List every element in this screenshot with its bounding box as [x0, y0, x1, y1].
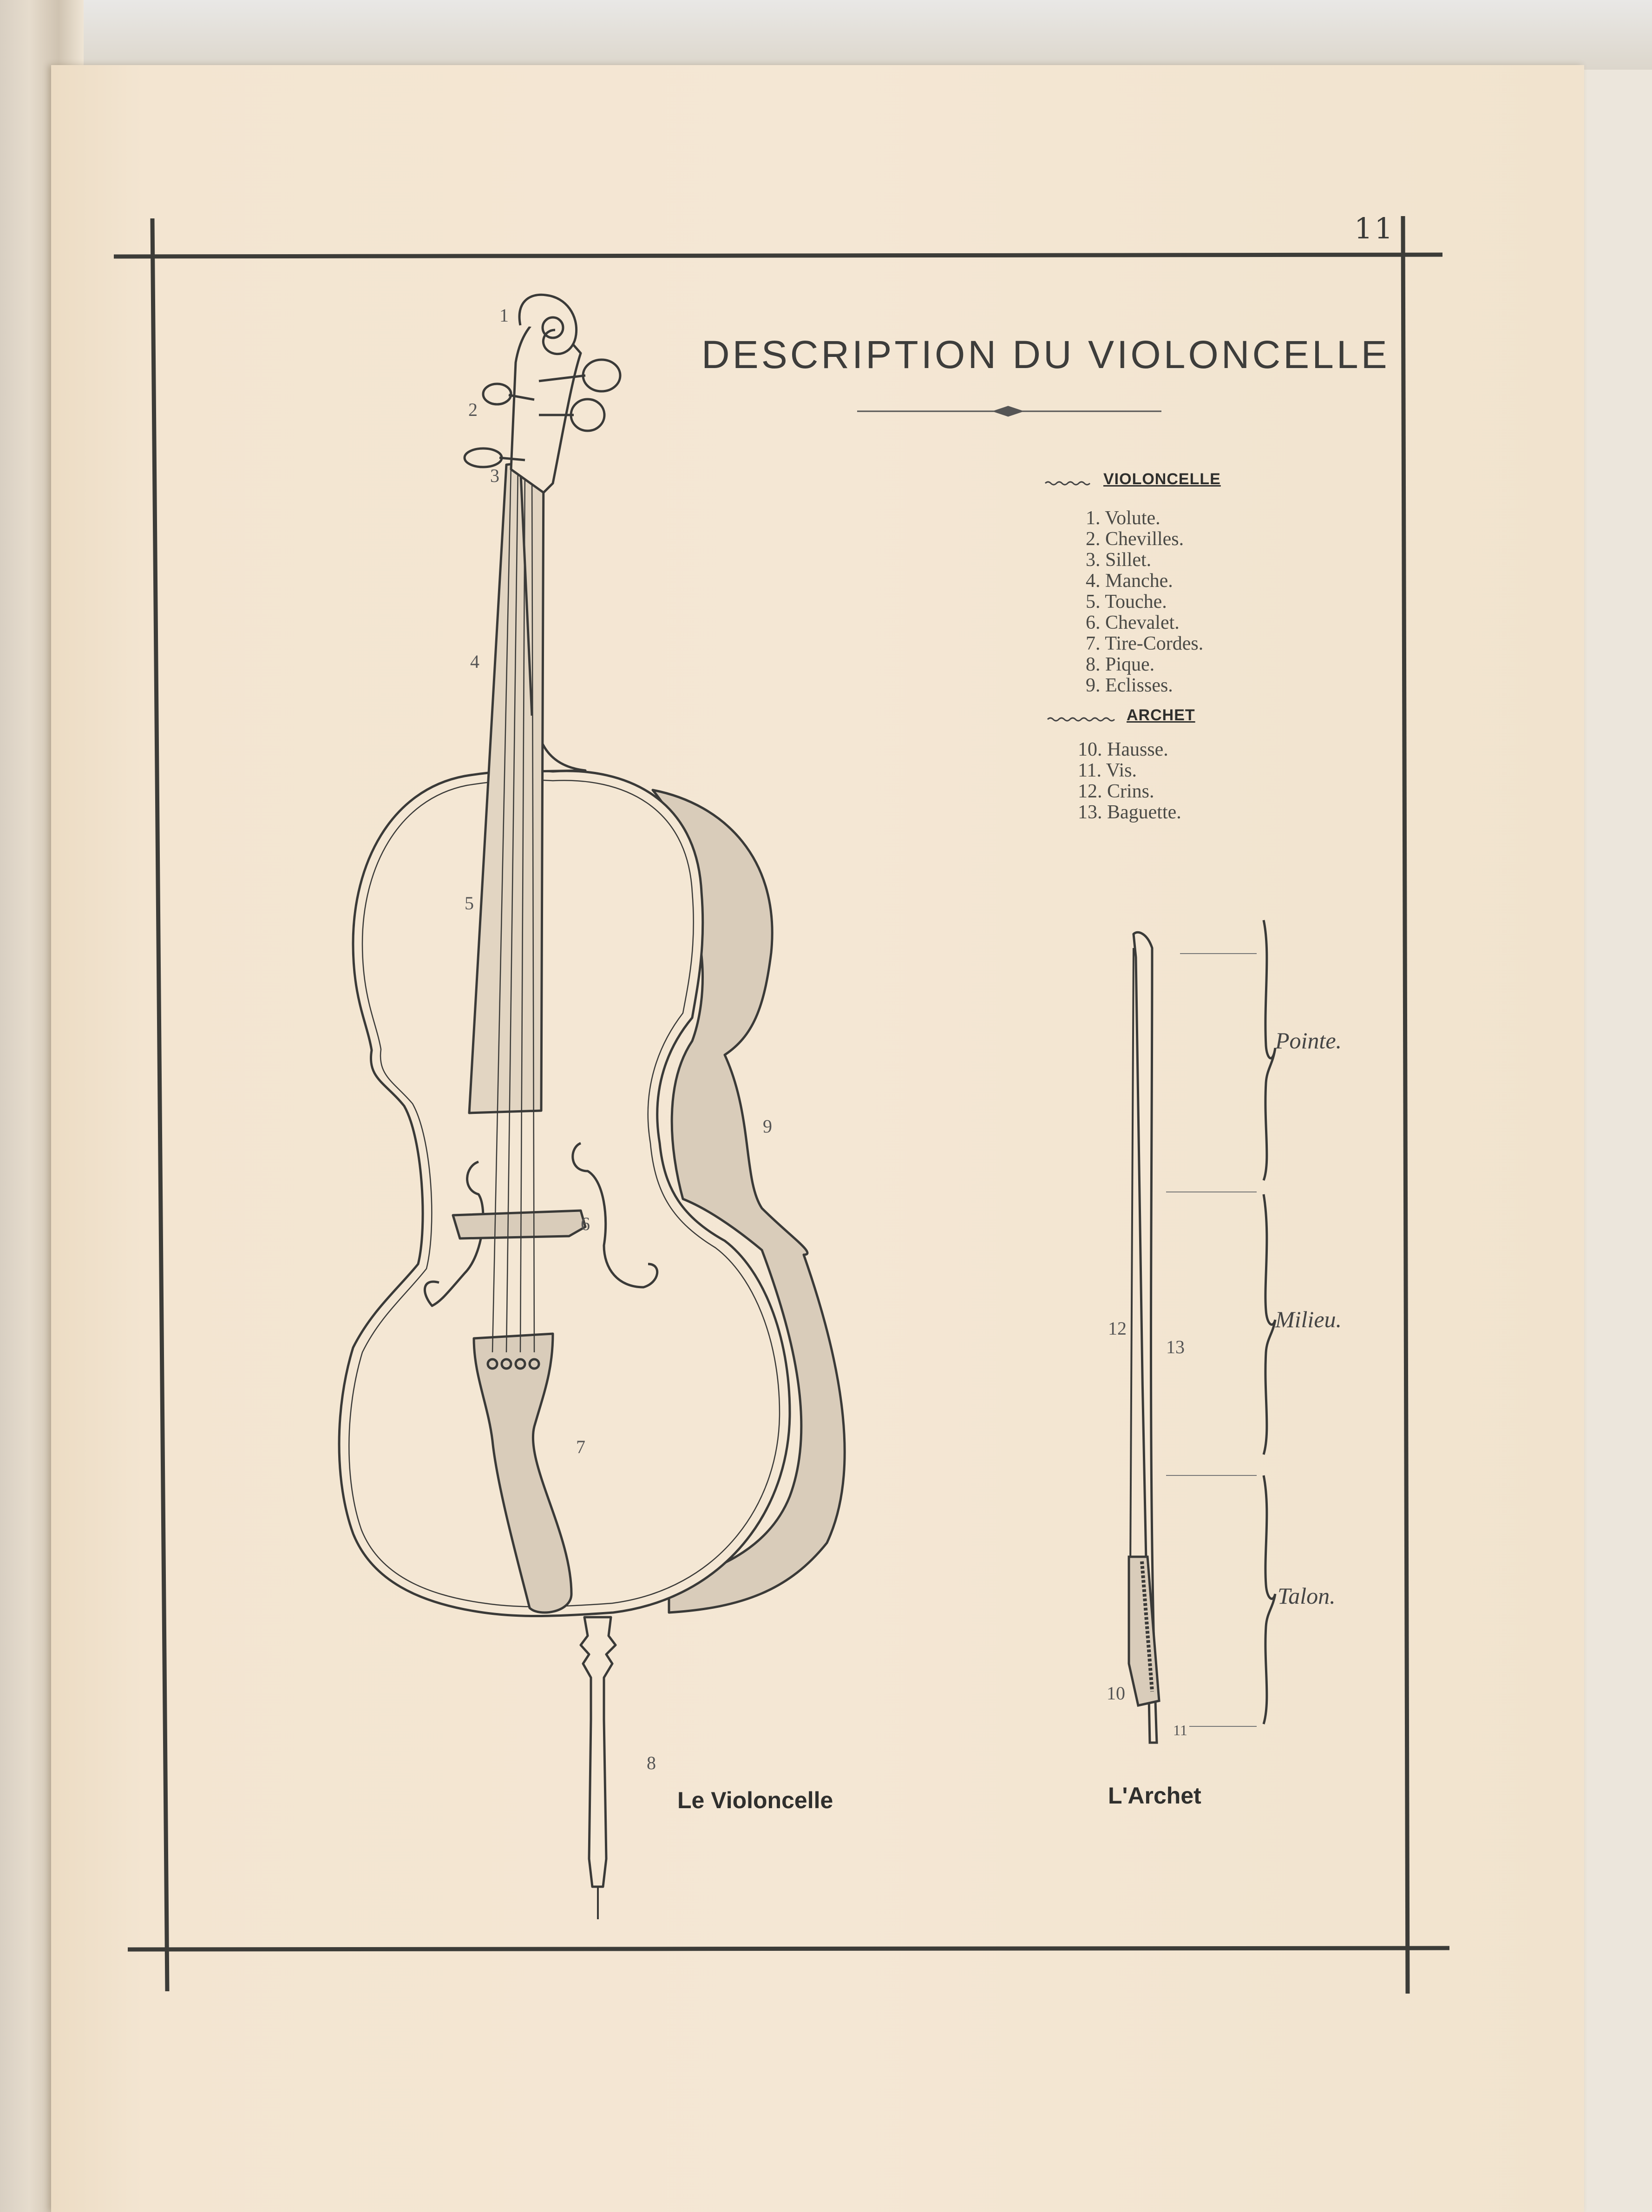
legend-archet — [1078, 706, 1195, 823]
bow-label-13: 13 — [1166, 1336, 1185, 1357]
brace-talon — [1264, 1475, 1275, 1724]
list-item: 6. Chevalet. — [1086, 612, 1180, 633]
cello-label-2: 2 — [468, 399, 478, 420]
list-item: 11. Vis. — [1078, 760, 1137, 781]
brace-pointe — [1264, 920, 1275, 1180]
title-ornament — [857, 407, 1161, 416]
cello-bridge — [453, 1211, 585, 1238]
bow-label-11: 11 — [1173, 1722, 1187, 1738]
list-item: 12. Crins. — [1078, 781, 1154, 802]
peg-1 — [583, 360, 620, 391]
list-item: 7. Tire-Cordes. — [1086, 633, 1204, 654]
legend-heading-violoncelle: VIOLONCELLE — [1103, 470, 1221, 488]
cello-label-6: 6 — [581, 1213, 590, 1234]
bow-frog — [1129, 1557, 1159, 1705]
legend-violoncelle — [1086, 470, 1221, 696]
page-frame — [114, 216, 1449, 1994]
cello-label-9: 9 — [763, 1116, 772, 1137]
bow-section-pointe: Pointe. — [1275, 1027, 1342, 1053]
bow-illustration — [1129, 920, 1275, 1743]
list-item: 8. Pique. — [1086, 654, 1155, 675]
peg-4 — [465, 448, 502, 467]
list-item: 13. Baguette. — [1078, 802, 1181, 823]
cello-label-8: 8 — [647, 1752, 656, 1773]
bow-section-talon: Talon. — [1278, 1583, 1336, 1609]
cello-label-4: 4 — [470, 651, 479, 672]
bow-caption: L'Archet — [1108, 1783, 1201, 1809]
list-item: 9. Eclisses. — [1086, 675, 1173, 696]
cello-label-3: 3 — [490, 465, 499, 486]
legend-heading-archet: ARCHET — [1127, 706, 1195, 724]
bow-label-12: 12 — [1108, 1318, 1127, 1339]
cello-label-7: 7 — [576, 1436, 585, 1457]
cello-caption: Le Violoncelle — [677, 1787, 833, 1813]
bow-label-10: 10 — [1107, 1683, 1125, 1704]
list-item: 2. Chevilles. — [1086, 528, 1184, 550]
cello-illustration — [339, 295, 845, 1919]
bow-section-milieu: Milieu. — [1275, 1306, 1342, 1332]
list-item: 5. Touche. — [1086, 591, 1167, 612]
cello-endpin — [581, 1617, 616, 1887]
peg-2 — [571, 399, 604, 431]
list-item: 3. Sillet. — [1086, 549, 1152, 571]
brace-milieu — [1264, 1194, 1275, 1455]
page-title: DESCRIPTION DU VIOLONCELLE — [701, 333, 1390, 376]
list-item: 10. Hausse. — [1078, 739, 1168, 760]
legend-list-archet — [1078, 739, 1195, 823]
cello-label-1: 1 — [499, 305, 509, 326]
legend-list-violoncelle — [1086, 508, 1221, 696]
cello-label-5: 5 — [465, 893, 474, 914]
list-item: 1. Volute. — [1086, 507, 1160, 529]
peg-3 — [483, 384, 511, 404]
list-item: 4. Manche. — [1086, 570, 1173, 592]
page-number: 11 — [1354, 211, 1395, 245]
